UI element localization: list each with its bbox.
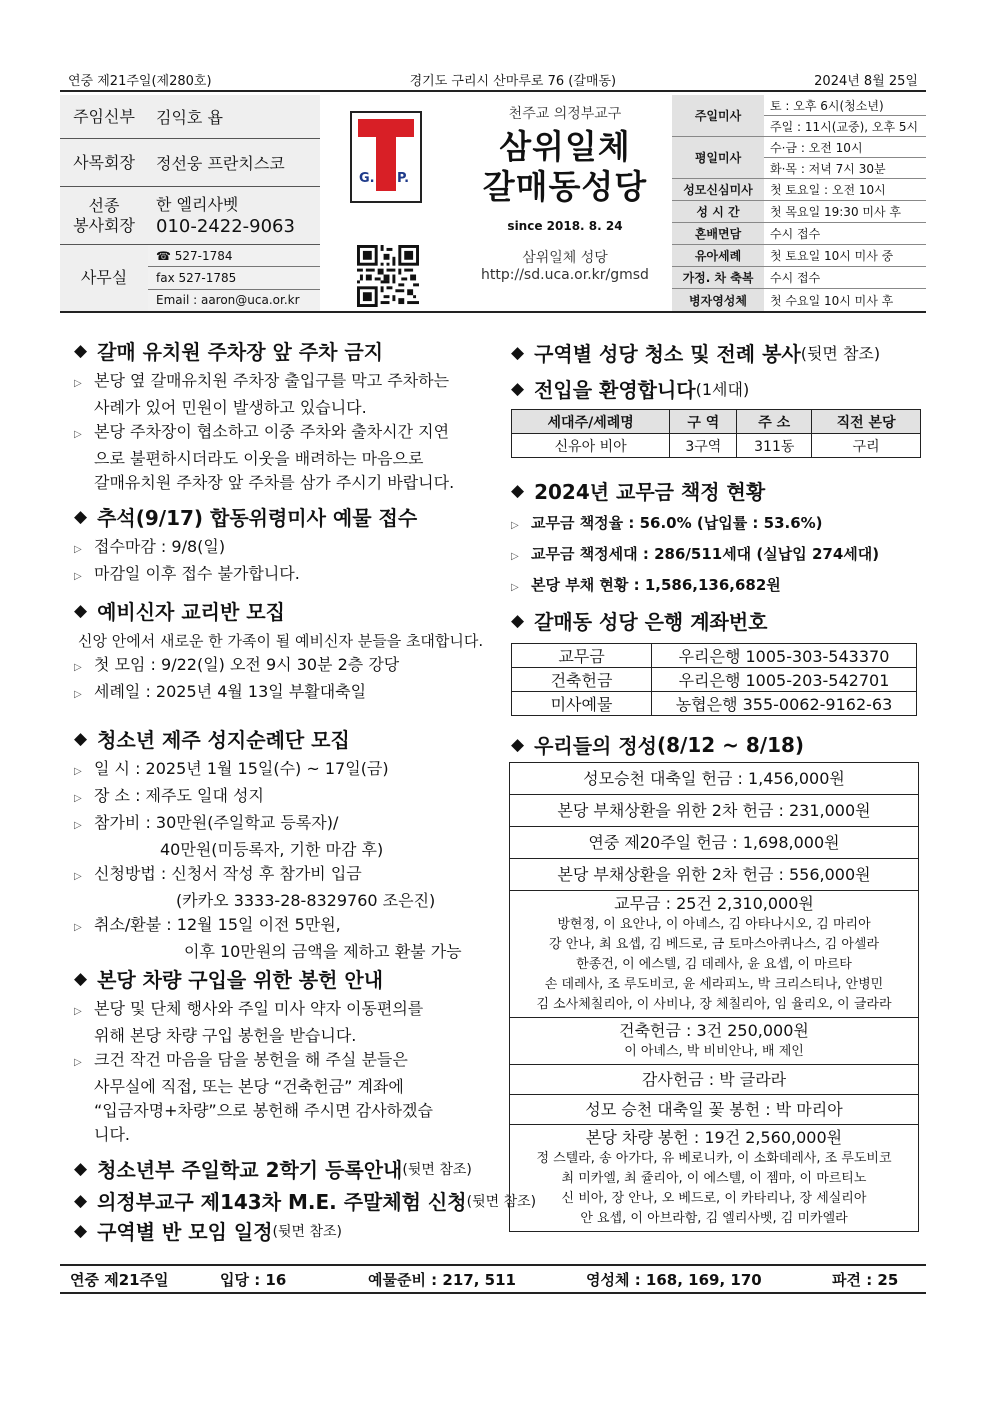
section-heading: ◆ 갈매동 성당 은행 계좌번호 [511, 610, 768, 634]
triangle-bullet-icon: ▷ [74, 871, 82, 882]
notice-zone-meetings [74, 1216, 499, 1245]
list-item: ▷ 신청방법 : 신청서 작성 후 참가비 입금 [74, 862, 499, 889]
council-row [60, 139, 320, 187]
triangle-bullet-icon: ▷ [74, 662, 82, 673]
hymn-offering: 예물준비 : 217, 511 [368, 1270, 516, 1289]
donor-names: 김 소사체칠리아, 이 사비나, 장 체칠리아, 임 율리오, 이 글라라 [536, 997, 892, 1012]
table-cell: 미사예물 [512, 692, 652, 716]
list-item-cont: 갈매유치원 주차장 앞 주차를 삼가 주시기 바랍니다. [94, 473, 455, 492]
list-item: ▷ 교무금 책정세대 : 286/511세대 (실납입 274세대) [511, 542, 921, 569]
weekday-mass-wed-fri: 수·금 : 오전 10시 [764, 137, 926, 158]
offering-building [510, 1018, 918, 1065]
issue-bar [60, 68, 926, 92]
marian-mass-time: 첫 토요일 : 오전 10시 [764, 179, 926, 201]
offering-ordinary-20: 연중 제20주일 헌금 : 1,698,000원 [510, 827, 918, 859]
sick-communion-row [672, 289, 926, 311]
list-item: ▷ 크건 작건 마음을 담을 봉헌을 해 주실 분들은 [74, 1048, 499, 1075]
notice-cleaning [511, 338, 921, 367]
mission-row [60, 187, 320, 245]
marriage-row [672, 223, 926, 245]
diamond-bullet-icon: ◆ [511, 342, 525, 363]
list-item: ▷ 첫 모임 : 9/22(일) 오전 9시 30분 2층 강당 [74, 653, 499, 680]
holy-hour-label: 성 시 간 [672, 201, 764, 223]
diamond-bullet-icon: ◆ [511, 734, 525, 755]
offering-vehicle [510, 1125, 918, 1231]
section-heading: ◆ 의정부교구 제143차 M.E. 주말체험 신청 (뒷면 참조) [74, 1190, 537, 1214]
table-header: 주 소 [737, 410, 812, 434]
table-cell: 3구역 [670, 434, 737, 458]
donor-names: 정 스텔라, 송 아가다, 유 베로니카, 이 소화데레사, 조 루도비코 [536, 1151, 892, 1166]
sunday-mass-row [672, 95, 926, 137]
table-header: 세대주/세례명 [512, 410, 670, 434]
table-cell: 농협은행 355-0062-9162-63 [652, 692, 917, 716]
bank-table [511, 643, 917, 716]
parish-logo [350, 111, 422, 203]
office-label: 사무실 [60, 245, 148, 311]
marian-mass-label: 성모신심미사 [672, 179, 764, 201]
list-item: ▷ 장 소 : 제주도 일대 성지 [74, 784, 499, 811]
table-header: 구 역 [670, 410, 737, 434]
site-url[interactable]: http://sd.uca.or.kr/gmsd [481, 267, 649, 283]
list-item-cont: “입금자명+차량”으로 봉헌해 주시면 감사하겠습 [94, 1101, 433, 1120]
list-item: ▷ 일 시 : 2025년 1월 15일(수) ~ 17일(금) [74, 757, 499, 784]
donor-names: 한종건, 이 에스텔, 김 데레사, 윤 요셉, 이 마르타 [576, 957, 852, 972]
offerings-heading [511, 730, 921, 759]
hymn-communion: 영성체 : 168, 169, 170 [586, 1270, 762, 1289]
holy-hour-time: 첫 목요일 19:30 미사 후 [764, 201, 926, 223]
pastor-label: 주임신부 [60, 95, 148, 138]
donor-names: 안 요셉, 이 아브라함, 김 엘리사벳, 김 미카엘라 [580, 1211, 848, 1226]
marriage-value: 수시 접수 [764, 223, 926, 245]
triangle-bullet-icon: ▷ [511, 551, 519, 562]
parish-info-panel [60, 95, 320, 311]
notice-parking [74, 336, 499, 495]
home-blessing-row [672, 267, 926, 289]
issue-week: 연중 제21주일(제280호) [68, 73, 212, 89]
offering-thanks: 감사헌금 : 박 글라라 [510, 1065, 918, 1095]
triangle-bullet-icon: ▷ [74, 820, 82, 831]
triangle-bullet-icon: ▷ [74, 1057, 82, 1068]
section-heading: ◆ 우리들의 정성 (8/12 ~ 8/18) [511, 732, 805, 758]
triangle-bullet-icon: ▷ [74, 766, 82, 777]
notice-jeju-pilgrimage [74, 724, 499, 964]
infant-baptism-value: 첫 토요일 10시 미사 중 [764, 245, 926, 267]
list-item: ▷ 본당 및 단체 행사와 주일 미사 약자 이동편의를 [74, 997, 499, 1024]
list-item-cont: 니다. [94, 1125, 130, 1144]
mass-schedule [672, 95, 926, 311]
table-cell: 구리 [812, 434, 921, 458]
notice-vehicle-offering [74, 964, 499, 1147]
mission-contact [148, 187, 320, 244]
parish-title-1: 삼위일체 [499, 127, 631, 166]
donor-names: 손 데레사, 조 루도비코, 윤 세라피노, 박 크리스티나, 안병민 [544, 977, 884, 992]
infant-baptism-row [672, 245, 926, 267]
triangle-bullet-icon: ▷ [74, 922, 82, 933]
diamond-bullet-icon: ◆ [74, 968, 88, 989]
hymn-bar [60, 1264, 926, 1294]
logo-p-letter: P. [397, 171, 410, 186]
founded-date: since 2018. 8. 24 [507, 219, 623, 233]
section-heading: ◆ 구역별 성당 청소 및 전례 봉사 (뒷면 참조) [511, 342, 881, 366]
donor-names: 최 미카엘, 최 쥴리아, 이 에스텔, 이 젬마, 이 마르티노 [561, 1171, 867, 1186]
notice-sunday-school [74, 1154, 499, 1183]
logo-g-letter: G. [359, 171, 375, 186]
list-item: ▷ 참가비 : 30만원(주일학교 등록자)/ [74, 811, 499, 838]
office-tel: ☎ 527-1784 [148, 245, 320, 267]
offering-dues [510, 891, 918, 1018]
section-heading: ◆ 갈매 유치원 주차장 앞 주차 금지 [74, 340, 384, 364]
see-back-note: (뒷면 참조) [466, 1193, 537, 1210]
section-heading: ◆ 2024년 교무금 책정 현황 [511, 480, 766, 504]
triangle-bullet-icon: ▷ [511, 582, 519, 593]
mission-phone: 010-2422-9063 [156, 215, 295, 237]
donor-names: 방현정, 이 요안나, 이 아녜스, 김 아타나시오, 김 마리아 [557, 917, 871, 932]
mission-label: 선종 봉사회장 [60, 187, 148, 244]
list-item: ▷ 본당 부채 현황 : 1,586,136,682원 [511, 573, 921, 600]
donor-names: 이 아녜스, 박 비비안나, 배 제인 [624, 1044, 804, 1059]
list-item-cont: 이후 10만원의 금액을 제하고 환불 가능 [184, 942, 462, 961]
issue-date: 2024년 8월 25일 [814, 73, 918, 89]
pastor-name: 김익호 욥 [148, 95, 320, 138]
table-row [512, 692, 917, 716]
section-heading: ◆ 청소년부 주일학교 2학기 등록안내 (뒷면 참조) [74, 1158, 472, 1182]
hymn-entrance: 입당 : 16 [220, 1270, 287, 1289]
table-cell: 신유아 비아 [512, 434, 670, 458]
triangle-bullet-icon: ▷ [74, 429, 82, 440]
marian-mass-row [672, 179, 926, 201]
sick-communion-label: 병자영성체 [672, 289, 764, 311]
marriage-label: 혼배면담 [672, 223, 764, 245]
section-heading: ◆ 구역별 반 모임 일정 (뒷면 참조) [74, 1220, 343, 1244]
table-header-row [512, 410, 921, 434]
section-heading: ◆ 청소년 제주 성지순례단 모집 [74, 728, 350, 752]
triangle-bullet-icon: ▷ [74, 1006, 82, 1017]
masthead-center [450, 95, 680, 283]
list-item: ▷ 접수마감 : 9/8(일) [74, 535, 499, 562]
list-item-cont: 으로 불편하시더라도 이웃을 배려하는 마음으로 [94, 449, 424, 468]
triangle-bullet-icon: ▷ [511, 520, 519, 531]
section-heading: ◆ 전입을 환영합니다 (1세대) [511, 378, 750, 402]
diamond-bullet-icon: ◆ [74, 728, 88, 749]
list-item-cont: 40만원(미등록자, 기한 마감 후) [160, 840, 384, 859]
list-item: ▷ 교무금 책정율 : 56.0% (납입률 : 53.6%) [511, 511, 921, 538]
notice-catechumen [74, 596, 499, 707]
table-cell: 교무금 [512, 644, 652, 668]
notice-me-weekend [74, 1186, 537, 1215]
diamond-bullet-icon: ◆ [511, 480, 525, 501]
offering-building-title: 건축헌금 : 3건 250,000원 [619, 1021, 809, 1040]
list-item: ▷ 본당 옆 갈매유치원 주차장 출입구를 막고 주차하는 [74, 369, 499, 396]
offering-assumption: 성모승천 대축일 헌금 : 1,456,000원 [510, 763, 918, 795]
pastor-row [60, 95, 320, 139]
council-label: 사목회장 [60, 139, 148, 186]
section-heading: ◆ 추석(9/17) 합동위령미사 예물 접수 [74, 506, 418, 530]
list-item-cont: 사무실에 직접, 또는 본당 “건축헌금” 계좌에 [94, 1077, 404, 1096]
weekday-mass-row [672, 137, 926, 179]
offerings-box [509, 762, 919, 1232]
logo-t-stem [376, 135, 396, 191]
office-contacts [148, 245, 320, 311]
weekday-mass-label: 평일미사 [672, 137, 764, 179]
weekday-mass-tue-thu: 화·목 : 저녁 7시 30분 [764, 158, 926, 179]
triangle-bullet-icon: ▷ [74, 571, 82, 582]
sunday-mass-label: 주일미사 [672, 95, 764, 137]
diamond-bullet-icon: ◆ [74, 1190, 88, 1211]
diamond-bullet-icon: ◆ [74, 1158, 88, 1179]
diamond-bullet-icon: ◆ [74, 1220, 88, 1241]
list-item-cont: 위해 본당 차량 구입 봉헌을 받습니다. [94, 1026, 357, 1045]
parish-title-2: 갈매동성당 [482, 167, 648, 206]
church-dues-status [511, 476, 921, 600]
offering-debt-2nd-b: 본당 부채상환을 위한 2차 헌금 : 556,000원 [510, 859, 918, 891]
infant-baptism-label: 유아세례 [672, 245, 764, 267]
table-cell: 우리은행 1005-303-543370 [652, 644, 917, 668]
parish-address: 경기도 구리시 산마루로 76 (갈매동) [409, 73, 617, 89]
offering-vehicle-title: 본당 차량 봉헌 : 19건 2,560,000원 [585, 1128, 843, 1147]
office-row [60, 245, 320, 311]
qr-code-icon[interactable] [357, 245, 419, 307]
see-back-note: (뒷면 참조) [402, 1161, 472, 1178]
site-name: 삼위일체 성당 [522, 250, 608, 266]
diamond-bullet-icon: ◆ [74, 340, 88, 361]
triangle-bullet-icon: ▷ [74, 544, 82, 555]
masthead-area [60, 95, 926, 313]
list-item: ▷ 본당 주차장이 협소하고 이중 주차와 출차시간 지연 [74, 420, 499, 447]
notice-chuseok [74, 502, 499, 589]
mission-name: 한 엘리사벳 [156, 194, 239, 214]
holy-hour-row [672, 201, 926, 223]
diamond-bullet-icon: ◆ [511, 610, 525, 631]
council-name: 정선웅 프란치스코 [148, 139, 320, 186]
list-item-cont: (카카오 3333-28-8329760 조은진) [176, 891, 436, 910]
triangle-bullet-icon: ▷ [74, 793, 82, 804]
list-item: ▷ 세례일 : 2025년 4월 13일 부활대축일 [74, 680, 499, 707]
table-row [512, 668, 917, 692]
hymn-dismissal: 파견 : 25 [832, 1270, 899, 1289]
offering-debt-2nd-a: 본당 부채상환을 위한 2차 헌금 : 231,000원 [510, 795, 918, 827]
list-item: ▷ 취소/환불 : 12월 15일 이전 5만원, [74, 913, 499, 940]
see-back-note: (뒷면 참조) [272, 1223, 343, 1240]
table-row [512, 644, 917, 668]
section-heading: ◆ 본당 차량 구입을 위한 봉헌 안내 [74, 968, 384, 992]
office-fax: fax 527-1785 [148, 267, 320, 289]
home-blessing-label: 가정. 차 축복 [672, 267, 764, 289]
sick-communion-value: 첫 수요일 10시 미사 후 [770, 293, 894, 308]
table-cell: 311동 [737, 434, 812, 458]
triangle-bullet-icon: ▷ [74, 378, 82, 389]
welcome-new-members [511, 374, 921, 458]
section-heading: ◆ 예비신자 교리반 모집 [74, 600, 285, 624]
table-cell: 건축헌금 [512, 668, 652, 692]
donor-names: 강 안나, 최 요셉, 김 베드로, 금 토마스아퀴나스, 김 아셀라 [549, 937, 879, 952]
new-members-table [511, 409, 921, 458]
hymn-week: 연중 제21주일 [70, 1270, 169, 1289]
table-row [512, 434, 921, 458]
diamond-bullet-icon: ◆ [74, 506, 88, 527]
donor-names: 신 비아, 장 안나, 오 베드로, 이 카타리나, 장 세실리아 [561, 1191, 867, 1206]
home-blessing-value: 수시 접수 [764, 267, 926, 289]
office-email[interactable]: Email : aaron@uca.or.kr [156, 293, 300, 308]
offering-flowers: 성모 승천 대축일 꽃 봉헌 : 박 마리아 [510, 1095, 918, 1125]
intro-text: 신앙 안에서 새로운 한 가족이 될 예비신자 분들을 초대합니다. [78, 632, 484, 650]
sunday-mass-sat: 토 : 오후 6시(청소년) [764, 95, 926, 116]
diamond-bullet-icon: ◆ [74, 600, 88, 621]
diocese-name: 천주교 의정부교구 [508, 106, 622, 122]
diamond-bullet-icon: ◆ [511, 378, 525, 399]
triangle-bullet-icon: ▷ [74, 689, 82, 700]
see-back-note: (뒷면 참조) [800, 344, 881, 363]
table-cell: 우리은행 1005-203-542701 [652, 668, 917, 692]
bank-accounts [511, 606, 921, 716]
list-item: ▷ 마감일 이후 접수 불가합니다. [74, 562, 499, 589]
sunday-mass-sun: 주일 : 11시(교중), 오후 5시 [764, 116, 926, 137]
table-header: 직전 본당 [812, 410, 921, 434]
list-item-cont: 사례가 있어 민원이 발생하고 있습니다. [94, 398, 367, 417]
offering-dues-title: 교무금 : 25건 2,310,000원 [614, 894, 814, 913]
